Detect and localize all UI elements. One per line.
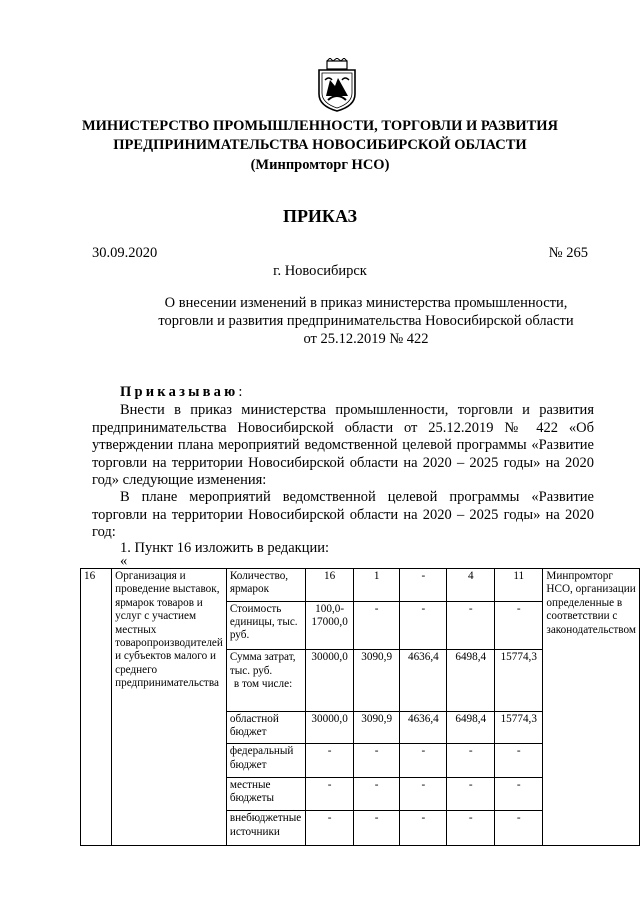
value-cell: - <box>400 744 447 778</box>
value-cell: 100,0-17000,0 <box>306 601 354 650</box>
value-cell: 4636,4 <box>400 650 447 711</box>
ministry-abbreviation: (Минпромторг НСО) <box>250 157 390 173</box>
value-cell: - <box>353 811 399 846</box>
activity-cell: Организация и проведение выставок, ярмарок товаров и услуг с участием местных товаропроизводителей и субъектов малого и среднего предпринимательства <box>112 569 227 846</box>
indicator-label: областной бюджет <box>226 711 305 744</box>
document-type: ПРИКАЗ <box>282 206 358 226</box>
value-cell: - <box>447 744 495 778</box>
value-cell: 6498,4 <box>447 711 495 744</box>
value-cell: - <box>306 777 354 811</box>
value-cell: - <box>400 569 447 602</box>
indicator-label: Сумма затрат, тыс. руб. <box>229 651 296 677</box>
value-cell: 30000,0 <box>306 711 354 744</box>
value-cell: - <box>495 777 543 811</box>
ministry-name-line2: ПРЕДПРИНИМАТЕЛЬСТВА НОВОСИБИРСКОЙ ОБЛАСТИ <box>113 137 527 153</box>
subject-line1: О внесении изменений в приказ министерства промышленности, <box>164 295 568 311</box>
value-cell: 6498,4 <box>447 650 495 711</box>
value-cell: - <box>353 744 399 778</box>
value-cell: - <box>306 811 354 846</box>
value-cell: 16 <box>306 569 354 602</box>
value-cell: - <box>447 601 495 650</box>
document-city: г. Новосибирск <box>273 263 367 279</box>
value-cell: - <box>495 744 543 778</box>
value-cell: 1 <box>353 569 399 602</box>
paragraph-changes: Внести в приказ министерства промышленности, торговли и развития предпринимательства Новосибирской области от 25.12.2019 № 422 «Об утверждении плана мероприятий ведомственной целевой программы «Развитие торговли на территории Новосибирской области на 2020 – 2025 годы» на 2020 год» следующие изменения: <box>92 402 594 488</box>
executor-cell: Минпромторг НСО, организации определенные в соответствии с законодательством <box>543 569 640 846</box>
value-cell: - <box>353 601 399 650</box>
indicator-label: Количество, ярмарок <box>226 569 305 602</box>
value-cell: 15774,3 <box>495 650 543 711</box>
order-word: Приказываю <box>120 384 239 400</box>
indicator-sublabel: в том числе: <box>233 678 293 691</box>
value-cell: - <box>306 744 354 778</box>
document-date: 30.09.2020 <box>92 245 158 261</box>
value-cell: - <box>400 811 447 846</box>
value-cell: 15774,3 <box>495 711 543 744</box>
value-cell: 4 <box>447 569 495 602</box>
paragraph-item16: 1. Пункт 16 изложить в редакции: <box>120 540 330 556</box>
value-cell: - <box>353 777 399 811</box>
value-cell: - <box>400 777 447 811</box>
value-cell: 3090,9 <box>353 711 399 744</box>
indicator-label: федеральный бюджет <box>226 744 305 778</box>
value-cell: - <box>447 777 495 811</box>
indicator-label: внебюджетные источники <box>226 811 305 846</box>
subject-line2: торговли и развития предпринимательства Новосибирской области <box>158 313 574 329</box>
order-colon: : <box>238 384 243 400</box>
indicator-label-cell <box>226 650 305 711</box>
value-cell: 4636,4 <box>400 711 447 744</box>
indicator-label: местные бюджеты <box>226 777 305 811</box>
coat-of-arms-emblem <box>316 58 358 113</box>
paragraph-plan: В плане мероприятий ведомственной целевой программы «Развитие торговли на территории Новосибирской области на 2020 – 2025 годы» на 2020 год: <box>92 489 594 540</box>
value-cell: - <box>495 601 543 650</box>
value-cell: 3090,9 <box>353 650 399 711</box>
value-cell: 11 <box>495 569 543 602</box>
value-cell: 30000,0 <box>306 650 354 711</box>
table-row <box>81 569 640 602</box>
row-number-cell: 16 <box>81 569 112 846</box>
ministry-name-line1: МИНИСТЕРСТВО ПРОМЫШЛЕННОСТИ, ТОРГОВЛИ И РАЗВИТИЯ <box>81 118 559 134</box>
plan-table <box>80 568 640 846</box>
value-cell: - <box>447 811 495 846</box>
quote-open: « <box>120 553 128 569</box>
subject-line3: от 25.12.2019 № 422 <box>303 331 429 347</box>
value-cell: - <box>495 811 543 846</box>
order-heading <box>120 384 242 402</box>
indicator-label: Стоимость единицы, тыс. руб. <box>226 601 305 650</box>
document-number: № 265 <box>548 245 588 261</box>
value-cell: - <box>400 601 447 650</box>
